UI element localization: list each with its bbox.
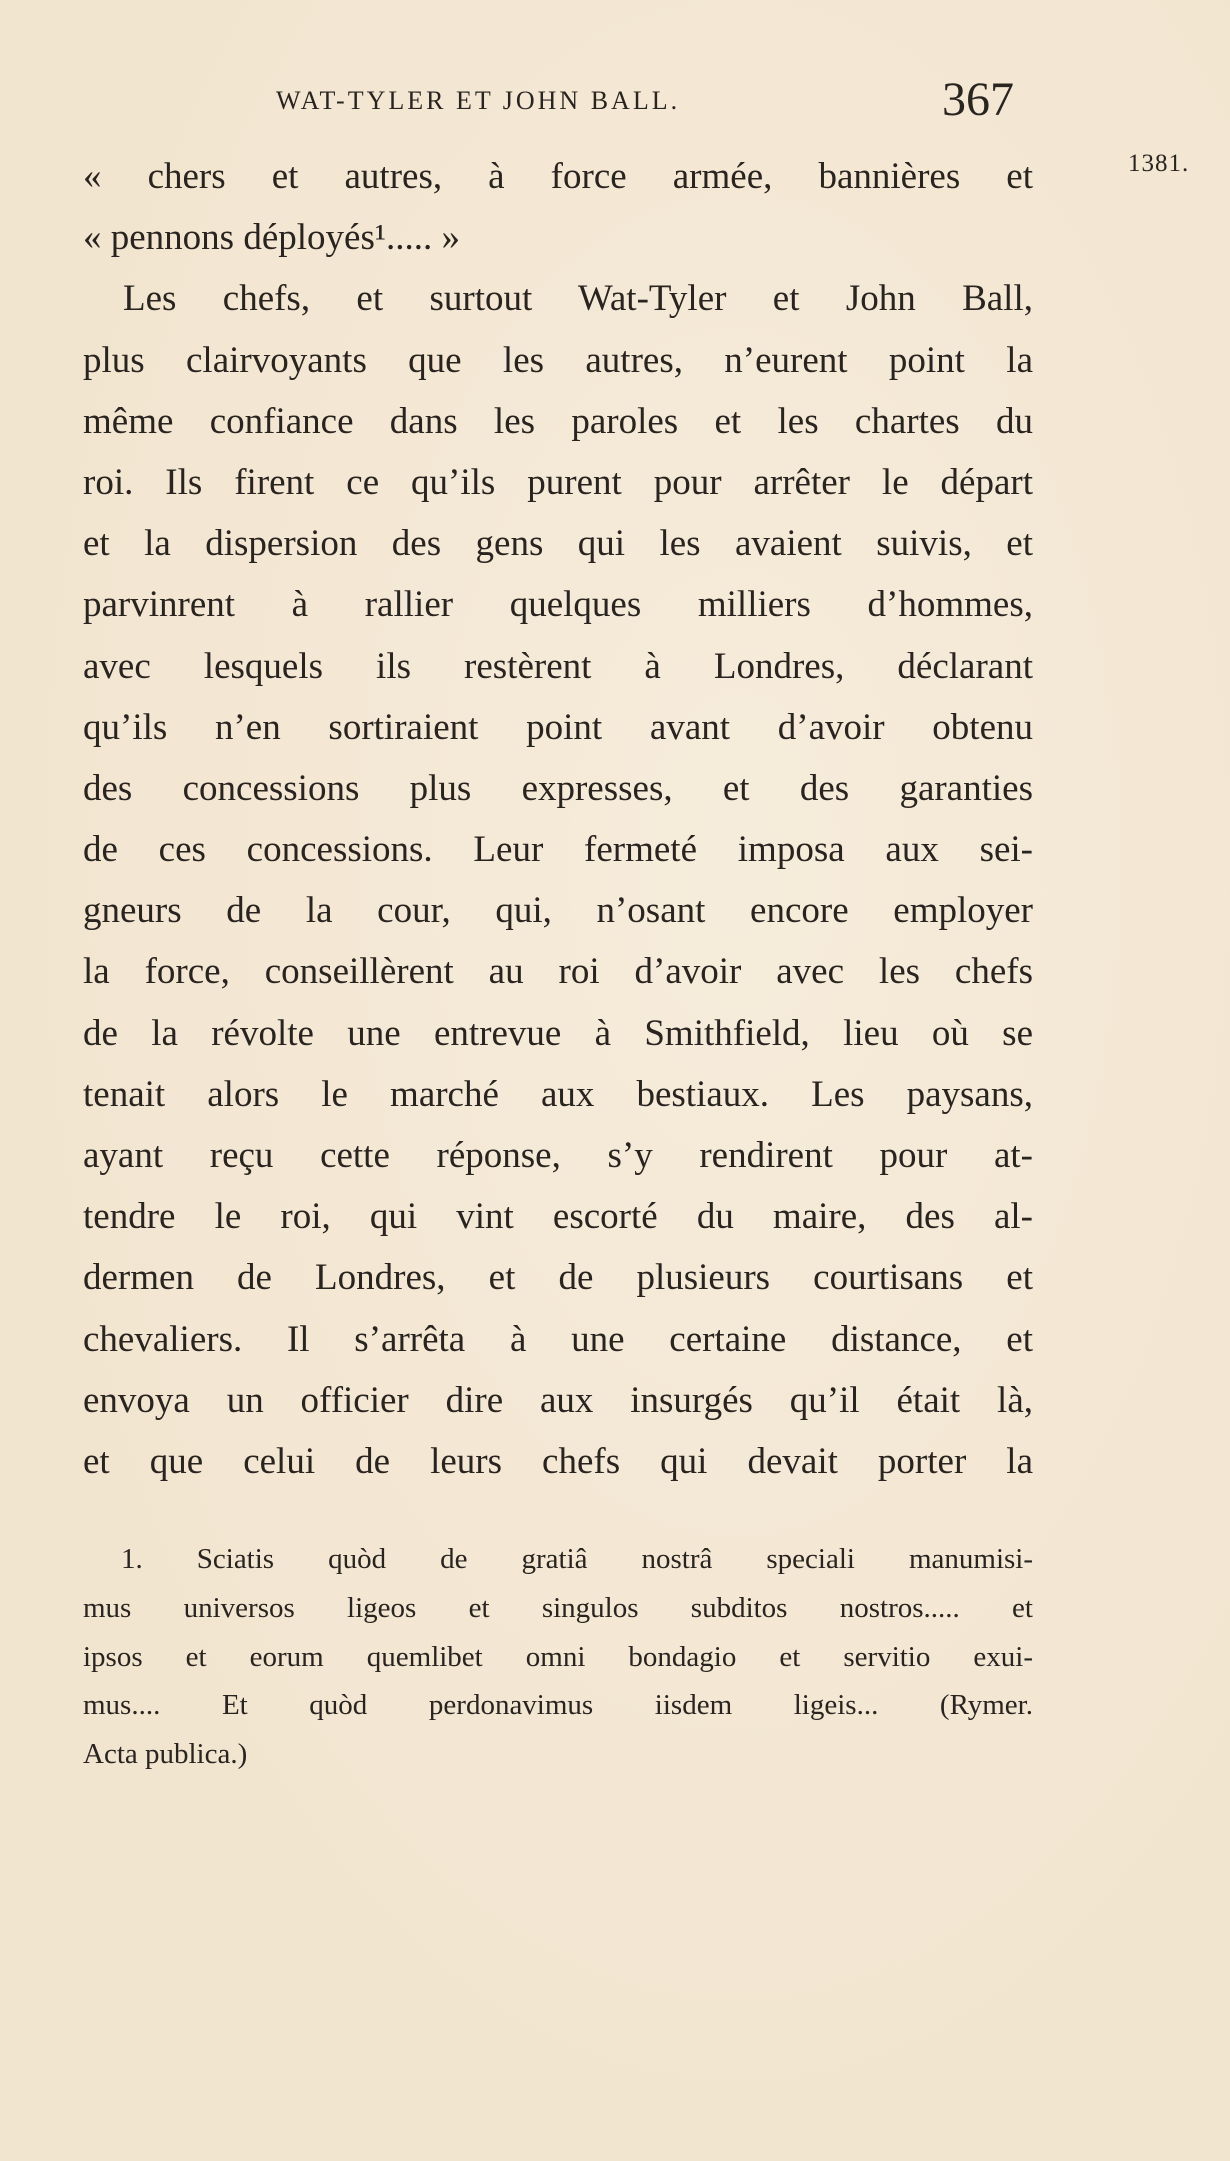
body-line: de ces concessions. Leur fermeté imposa aux sei- xyxy=(83,829,1033,871)
body-line: la force, conseillèrent au roi d’avoir avec les chefs xyxy=(83,951,1033,993)
footnote xyxy=(83,1535,1033,1779)
body-line: tenait alors le marché aux bestiaux. Les paysans, xyxy=(83,1073,1033,1115)
body-line: de la révolte une entrevue à Smithfield, lieu où se xyxy=(83,1012,1033,1054)
footnote-line: ipsos et eorum quemlibet omni bondagio et servitio exui- xyxy=(83,1640,1033,1673)
body-line: des concessions plus expresses, et des garanties xyxy=(83,767,1033,809)
footnote-line: Acta publica.) xyxy=(83,1738,248,1771)
body-line: gneurs de la cour, qui, n’osant encore employer xyxy=(83,890,1033,932)
body-line: même confiance dans les paroles et les chartes du xyxy=(83,400,1033,442)
body-line: « pennons déployés¹..... » xyxy=(83,217,460,259)
body-line: avec lesquels ils restèrent à Londres, déclarant xyxy=(83,645,1033,687)
body-line: « chers et autres, à force armée, bannières et xyxy=(83,156,1033,197)
body-line: et que celui de leurs chefs qui devait porter la xyxy=(83,1440,1033,1482)
body-line: ayant reçu cette réponse, s’y rendirent pour at- xyxy=(83,1135,1033,1176)
running-title: WAT-TYLER ET JOHN BALL. xyxy=(276,86,681,115)
body-line: qu’ils n’en sortiraient point avant d’avoir obtenu xyxy=(83,706,1033,748)
body-text xyxy=(83,146,1033,1492)
body-line: roi. Ils firent ce qu’ils purent pour arrêter le départ xyxy=(83,461,1033,503)
body-line: dermen de Londres, et de plusieurs courtisans et xyxy=(83,1257,1033,1299)
body-line: et la dispersion des gens qui les avaient suivis, et xyxy=(83,523,1033,565)
body-line: plus clairvoyants que les autres, n’eurent point la xyxy=(83,339,1033,381)
margin-date: 1381. xyxy=(1128,150,1190,177)
footnote-line: mus universos ligeos et singulos subditos nostros..... et xyxy=(83,1591,1033,1624)
body-line: chevaliers. Il s’arrêta à une certaine distance, et xyxy=(83,1318,1033,1360)
body-line: Les chefs, et surtout Wat-Tyler et John Ball, xyxy=(123,278,1033,320)
page-number: 367 xyxy=(942,73,1014,126)
body-line: parvinrent à rallier quelques milliers d’hommes, xyxy=(83,584,1033,626)
footnote-line: mus.... Et quòd perdonavimus iisdem ligeis... (Rymer. xyxy=(83,1689,1033,1722)
body-line: envoya un officier dire aux insurgés qu’il était là, xyxy=(83,1379,1033,1421)
body-line: tendre le roi, qui vint escorté du maire, des al- xyxy=(83,1196,1033,1238)
page-header xyxy=(270,73,1070,136)
footnote-line: 1. Sciatis quòd de gratiâ nostrâ speciali manumisi- xyxy=(121,1543,1033,1575)
